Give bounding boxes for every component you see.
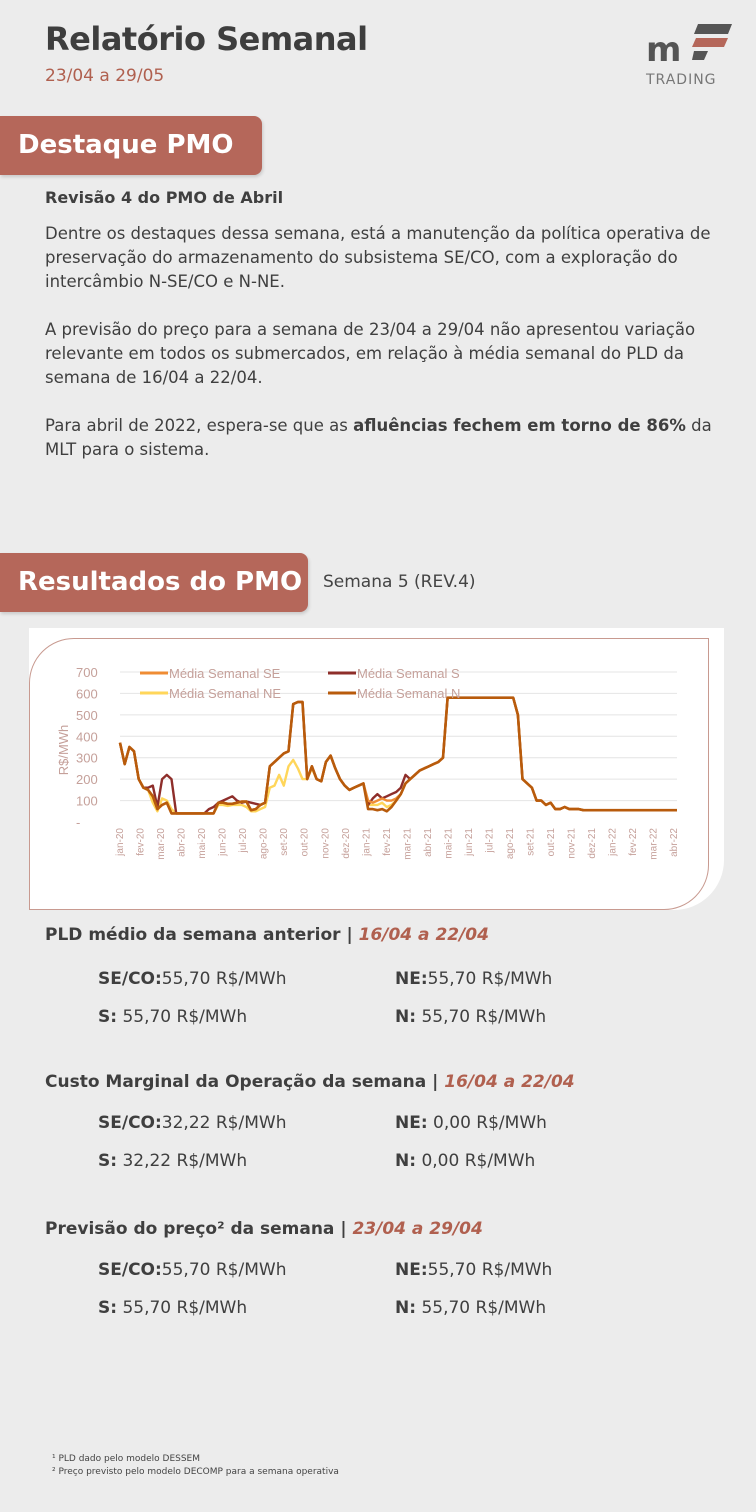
y-axis-label: R$/MWh: [56, 724, 71, 776]
x-tick-label: fev-20: [135, 828, 147, 856]
s-label: S:: [98, 1151, 118, 1171]
legend-label-se: Média Semanal SE: [169, 666, 281, 681]
pld-weekly-line-chart: [44, 650, 694, 895]
pld-anterior-seco: [98, 969, 286, 989]
n-value: 0,00 R$/MWh: [421, 1151, 536, 1171]
destaque-paragraph-1: Dentre os destaques dessa semana, está a manutenção da política operativa de preservação do armazenamento do subsistema SE/CO, com a exploração do intercâmbio N-SE/CO e N-NE.: [45, 224, 711, 291]
cmo-seco: [98, 1113, 286, 1133]
destaque-p3-highlight: afluências fechem em torno de 86%: [353, 416, 686, 435]
y-tick-label: 200: [76, 772, 98, 788]
page-title: Relatório Semanal: [45, 20, 368, 58]
x-tick-label: out-21: [546, 828, 558, 857]
seco-value: 55,70 R$/MWh: [161, 1260, 287, 1280]
previsao-ne: [395, 1260, 552, 1280]
destaque-paragraph-2: A previsão do preço para a semana de 23/04 a 29/04 não apresentou variação relevante em todos os submercados, em relação à média semanal do PLD da semana de 16/04 a 22/04.: [45, 320, 696, 387]
n-label: N:: [395, 1007, 417, 1027]
x-tick-label: nov-21: [566, 828, 578, 859]
pld-anterior-n: [395, 1007, 546, 1027]
x-tick-label: mai-20: [197, 828, 209, 859]
seco-label: SE/CO:: [98, 1260, 162, 1280]
x-tick-label: ago-20: [258, 828, 270, 860]
x-tick-label: mar-22: [648, 828, 660, 860]
destaque-p3-text-a: Para abril de 2022, espera-se que as: [45, 416, 354, 435]
destaque-paragraph-3: [45, 414, 715, 462]
cmo-n: [395, 1151, 535, 1171]
x-tick-label: set-20: [279, 828, 291, 856]
previsao-n: [395, 1298, 546, 1318]
x-tick-label: mar-21: [402, 828, 414, 860]
cmo-title-text: Custo Marginal da Operação da semana |: [45, 1072, 439, 1092]
x-tick-label: dez-21: [587, 828, 599, 859]
s-label: S:: [98, 1007, 118, 1027]
footnote-2: ² Preço previsto pelo modelo DECOMP para a semana operativa: [52, 1467, 339, 1477]
semana-revisao-label: Semana 5 (REV.4): [323, 572, 476, 592]
x-tick-label: abr-21: [422, 828, 434, 857]
cmo-title: [45, 1072, 575, 1092]
ne-label: NE:: [395, 969, 428, 989]
x-tick-label: fev-22: [628, 828, 640, 856]
company-logo: [640, 20, 736, 90]
destaque-subhead: Revisão 4 do PMO de Abril: [45, 188, 284, 207]
previsao-seco: [98, 1260, 286, 1280]
y-tick-label: 100: [76, 793, 98, 809]
pld-anterior-s: [98, 1007, 247, 1027]
ne-label: NE:: [395, 1260, 428, 1280]
previsao-date: 23/04 a 29/04: [352, 1219, 483, 1239]
ne-label: NE:: [395, 1113, 428, 1133]
pld-anterior-ne: [395, 969, 552, 989]
s-value: 55,70 R$/MWh: [122, 1298, 248, 1318]
n-value: 55,70 R$/MWh: [421, 1298, 547, 1318]
ne-value: 0,00 R$/MWh: [433, 1113, 547, 1133]
seco-label: SE/CO:: [98, 1113, 162, 1133]
cmo-ne: [395, 1113, 547, 1133]
logo-letter: m: [646, 30, 681, 70]
x-tick-label: dez-20: [340, 828, 352, 859]
x-tick-label: nov-20: [320, 828, 332, 859]
destaque-p3-text-c: da MLT para o sistema.: [45, 416, 712, 459]
ne-value: 55,70 R$/MWh: [427, 1260, 553, 1280]
n-value: 55,70 R$/MWh: [421, 1007, 547, 1027]
s-value: 55,70 R$/MWh: [122, 1007, 248, 1027]
ne-value: 55,70 R$/MWh: [427, 969, 553, 989]
x-tick-label: jun-21: [463, 828, 475, 856]
x-tick-label: out-20: [299, 828, 311, 857]
legend-label-ne: Média Semanal NE: [169, 686, 281, 701]
x-tick-label: mar-20: [156, 828, 168, 860]
pld-anterior-title-text: PLD médio da semana anterior |: [45, 925, 353, 945]
x-tick-label: ago-21: [505, 828, 517, 860]
previsao-title-text: Previsão do preço² da semana |: [45, 1219, 347, 1239]
y-tick-label: -: [76, 815, 81, 830]
n-label: N:: [395, 1298, 417, 1318]
y-tick-label: 300: [76, 750, 98, 766]
n-label: N:: [395, 1151, 417, 1171]
s-label: S:: [98, 1298, 118, 1318]
y-tick-label: 600: [76, 686, 98, 702]
y-tick-label: 500: [76, 707, 98, 723]
section-tab-destaque: Destaque PMO: [0, 116, 262, 175]
pld-anterior-date: 16/04 a 22/04: [358, 925, 489, 945]
x-tick-label: jul-21: [484, 828, 496, 853]
report-date-range: 23/04 a 29/05: [45, 66, 165, 86]
y-tick-label: 400: [76, 729, 98, 745]
seco-value: 55,70 R$/MWh: [161, 969, 287, 989]
x-tick-label: mai-21: [443, 828, 455, 859]
x-tick-label: abr-20: [176, 828, 188, 857]
legend-label-s: Média Semanal S: [357, 666, 460, 681]
legend-label-n: Média Semanal N: [357, 686, 461, 701]
pld-anterior-title: [45, 925, 489, 945]
seco-label: SE/CO:: [98, 969, 162, 989]
previsao-title: [45, 1219, 483, 1239]
y-tick-label: 700: [76, 665, 98, 680]
x-tick-label: set-21: [525, 828, 537, 856]
x-tick-label: jun-20: [217, 828, 229, 856]
footnote-1: ¹ PLD dado pelo modelo DESSEM: [52, 1454, 201, 1464]
cmo-date: 16/04 a 22/04: [444, 1072, 575, 1092]
s-value: 32,22 R$/MWh: [122, 1151, 248, 1171]
logo-bars-icon: [692, 24, 732, 64]
x-tick-label: jan-20: [115, 828, 126, 856]
section-tab-resultados: Resultados do PMO: [0, 553, 308, 612]
logo-text: TRADING: [646, 72, 717, 88]
x-tick-label: abr-22: [669, 828, 681, 857]
cmo-s: [98, 1151, 247, 1171]
x-tick-label: jul-20: [238, 828, 250, 853]
x-tick-label: fev-21: [381, 828, 393, 856]
seco-value: 32,22 R$/MWh: [161, 1113, 287, 1133]
previsao-s: [98, 1298, 247, 1318]
x-tick-label: jan-22: [607, 828, 619, 856]
x-tick-label: jan-21: [361, 828, 373, 856]
